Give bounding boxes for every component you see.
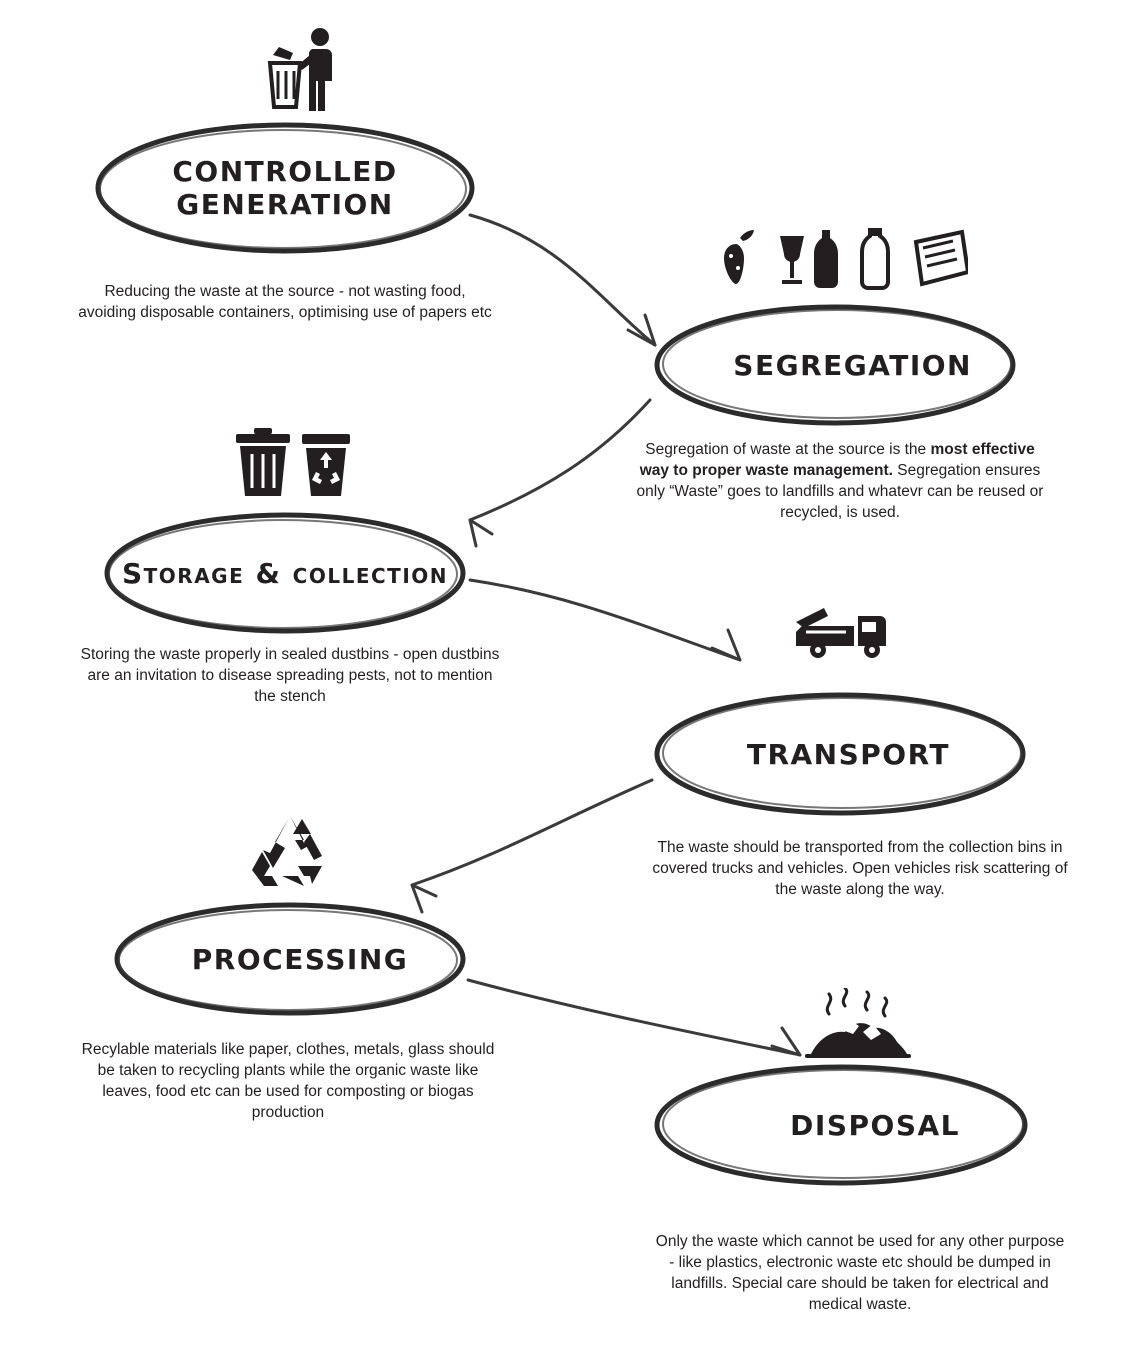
node-transport[interactable] <box>650 688 1030 820</box>
node-disposal[interactable] <box>650 1060 1032 1190</box>
node-controlled-generation[interactable] <box>90 118 480 258</box>
description-disposal: Only the waste which cannot be used for any other purpose - like plastics, electronic waste etc should be dumped in landfills. Special care should be taken for electrical and medical waste. <box>655 1233 1065 1313</box>
node-label-storage-collection: Storage & collection <box>121 556 448 590</box>
node-processing[interactable] <box>110 898 470 1020</box>
person-throwing-trash-icon <box>265 25 345 115</box>
node-label-segregation: SEGREGATION <box>733 348 972 382</box>
node-label-transport: TRANSPORT <box>746 737 950 771</box>
dustbin-recycling-bin-icon <box>228 428 358 500</box>
waste-types-icon <box>718 228 968 290</box>
segregation-desc-bold: most effective way to proper waste management. <box>639 441 1035 479</box>
description-segregation <box>630 440 1050 524</box>
node-label-controlled-generation: CONTROLLED GENERATION <box>172 155 398 221</box>
node-label-processing: PROCESSING <box>191 942 409 976</box>
segregation-desc-part2: Segregation ensures only “Waste” goes to landfills and whatevr can be reused or recycled, is used. <box>636 461 1044 521</box>
description-transport: The waste should be transported from the collection bins in covered trucks and vehicles. Open vehicles risk scattering of the waste along the way. <box>652 839 1068 898</box>
landfill-smoke-icon <box>805 988 911 1060</box>
node-segregation[interactable] <box>650 300 1020 430</box>
description-storage-collection: Storing the waste properly in sealed dustbins - open dustbins are an invitation to disease spreading pests, not to mention the stench <box>80 646 500 705</box>
segregation-desc-part1: Segregation of waste at the source is the <box>645 441 931 458</box>
recycling-symbol-icon <box>248 812 332 890</box>
description-processing: Recylable materials like paper, clothes, metals, glass should be taken to recycling plants while the organic waste like leaves, food etc can be used for composting or biogas production <box>81 1041 495 1121</box>
node-label-disposal: DISPOSAL <box>790 1108 960 1142</box>
node-storage-collection[interactable] <box>100 508 470 638</box>
description-controlled-generation: Reducing the waste at the source - not wasting food, avoiding disposable containers, optimising use of papers etc <box>78 283 492 321</box>
garbage-truck-icon <box>790 602 900 660</box>
